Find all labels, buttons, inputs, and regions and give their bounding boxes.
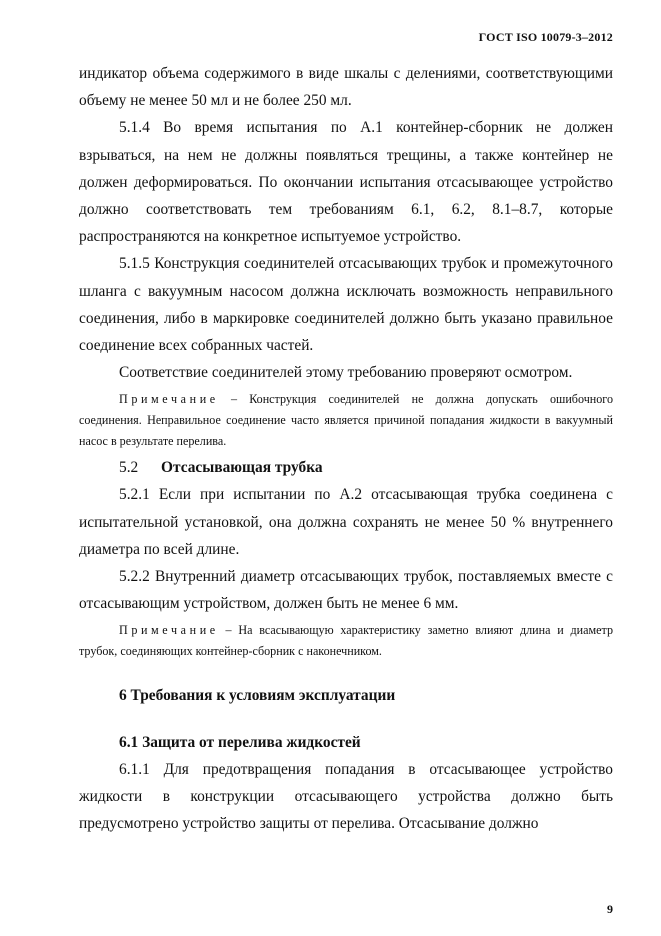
chapter-heading-6: 6 Требования к условиям эксплуатации — [119, 686, 396, 704]
section-number: 5.2 — [119, 459, 139, 477]
paragraph-5-1-5: 5.1.5 Конструкция соединителей отсасывающих трубок и промежуточного шланга с вакуумным насосом должна исключать возможность неправильного соединения, либо в маркировке соединителей должно быть указано правильное соединение всех собранных частей. — [79, 255, 613, 355]
note-connectors — [79, 389, 613, 451]
paragraph-6-1-1: 6.1.1 Для предотвращения попадания в отсасывающее устройство жидкости в конструкции отсасывающего устройства должно быть предусмотрено устройство защиты от перелива. Отсасывание должно — [79, 761, 613, 833]
section-heading-6-1: 6.1 Защита от перелива жидкостей — [119, 733, 361, 751]
paragraph-5-2-1: 5.2.1 Если при испытании по А.2 отсасывающая трубка соединена с испытательной установкой, она должна сохранять не менее 50 % внутреннего диаметра по всей длине. — [79, 486, 613, 558]
page-number: 9 — [607, 902, 613, 916]
section-title: Отсасывающая трубка — [161, 459, 323, 477]
note-text: – Конструкция соединителей не должна допускать ошибочного соединения. Неправильное соединение часто является причиной попадания жидкости в вакуумный насос в результате перелива. — [79, 392, 613, 448]
page-content — [79, 60, 613, 838]
section-heading-5-2 — [79, 454, 613, 481]
paragraph-inspection: Соответствие соединителей этому требованию проверяют осмотром. — [119, 364, 573, 382]
paragraph-continuation: индикатор объема содержимого в виде шкалы с делениями, соответствующими объему не менее 50 мл и не более 250 мл. — [79, 65, 613, 110]
note-text: – На всасывающую характеристику заметно влияют длина и диаметр трубок, соединяющих контейнер-сборник с наконечником. — [79, 623, 613, 659]
note-label: Примечание — [119, 392, 219, 407]
note-label: Примечание — [119, 623, 219, 638]
document-header-code: ГОСТ ISO 10079-3–2012 — [478, 30, 613, 44]
note-tubes — [79, 620, 613, 661]
paragraph-5-1-4: 5.1.4 Во время испытания по А.1 контейнер-сборник не должен взрываться, на нем не должны появляться трещины, а также контейнер не должен деформироваться. По окончании испытания отсасывающее устройство должно соответствовать тем требованиям 6.1, 6.2, 8.1–8.7, которые распространяются на конкретное испытуемое устройство. — [79, 119, 613, 246]
paragraph-5-2-2: 5.2.2 Внутренний диаметр отсасывающих трубок, поставляемых вместе с отсасывающим устройством, должен быть не менее 6 мм. — [79, 568, 613, 613]
